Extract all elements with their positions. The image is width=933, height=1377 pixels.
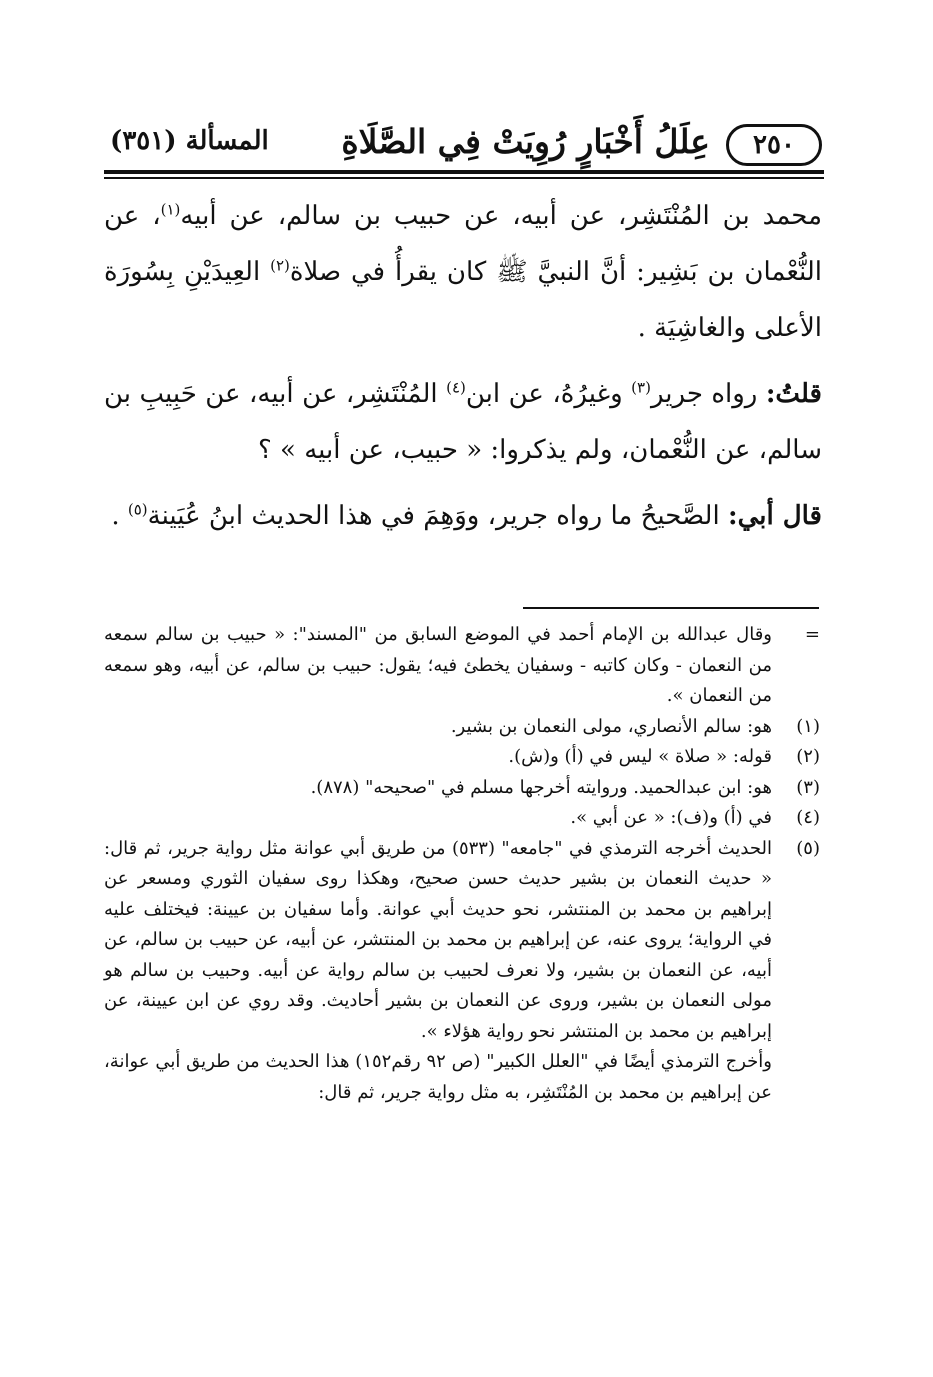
footnote-4	[104, 803, 820, 834]
p1-text-b: ، عن النُّعْمان بن بَشِير: أنَّ النبيَّ ﷺ كان يقرأُ في صلاة	[104, 201, 823, 287]
footnote-1-mark: (١)	[796, 715, 820, 737]
footnote-continuation	[104, 620, 820, 712]
running-title: عِلَلُ أَخْبَارٍ رُوِيَتْ فِي الصَّلَاةِ	[341, 122, 710, 161]
main-text	[104, 188, 822, 554]
footnote-2-text: قوله: « صلاة » ليس في (أ) و(ش).	[508, 746, 772, 767]
continuation-mark: =	[804, 624, 820, 645]
p2-text-b: وغيرُهُ، عن ابن	[465, 379, 632, 409]
footnote-5-mark: (٥)	[796, 837, 820, 859]
paragraph-qala-abi	[104, 488, 822, 544]
header-rule-thin	[104, 177, 824, 179]
footnote-1	[104, 712, 820, 743]
footnote-ref-1: (١)	[160, 200, 181, 219]
page-header	[100, 108, 822, 170]
footnote-2	[104, 742, 820, 773]
footnote-4-mark: (٤)	[796, 807, 820, 828]
page-number	[726, 124, 822, 166]
p2-text-a: رواه جرير	[650, 379, 766, 409]
paragraph-isnad	[104, 188, 822, 356]
section-label: المسألة (٣٥١)	[110, 126, 269, 156]
footnote-ref-2: (٢)	[270, 256, 290, 275]
p2-text-c: المُنْتَشِر، عن أبيه، عن حَبِيبِ بن سالم، عن النُّعْمان، ولم يذكروا: « حبيب، عن أبيه » ؟	[104, 379, 822, 465]
footnote-3-mark: (٣)	[796, 776, 820, 798]
continuation-text: وقال عبدالله بن الإمام أحمد في الموضع السابق من "المسند": « حبيب بن سالم سمعه من النعمان - وكان كاتبه - وسفيان يخطئ فيه؛ يقول: حبيب بن سالم، عن أبيه، وهو سمعه من النعمان ».	[104, 624, 772, 706]
p1-text-c: العِيدَيْنِ بِسُورَة الأعلى والغاشِيَة .	[104, 257, 822, 343]
footnotes	[104, 620, 820, 1108]
footnote-ref-3: (٣)	[631, 378, 651, 397]
qala-abi-lead: قال أبي:	[727, 501, 822, 531]
footnote-4-text: في (أ) و(ف): « عن أبي ».	[570, 807, 772, 828]
p3-text-b: .	[111, 501, 128, 531]
footnote-5-continuation: وأخرج الترمذي أيضًا في "العلل الكبير" (ص ٩٢ رقم١٥٢) هذا الحديث من طريق أبي عوانة، عن إبراهيم بن محمد بن المُنْتَشِر، به مثل رواية جرير، ثم قال:	[104, 1051, 772, 1103]
qultu-lead: قلتُ:	[765, 379, 822, 409]
footnote-2-mark: (٢)	[796, 746, 820, 767]
footnote-5-text: الحديث أخرجه الترمذي في "جامعه" (٥٣٣) من طريق أبي عوانة مثل رواية جرير، ثم قال: « حديث النعمان بن بشير حديث حسن صحيح، وهكذا روى سفيان الثوري ومسعر عن إبراهيم بن محمد بن المنتشر، نحو حديث أبي عوانة. وأما سفيان بن عيينة: فيختلف عليه في الرواية؛ يروى عنه، عن إبراهيم بن محمد بن المنتشر، عن أبيه، عن حبيب بن سالم، عن أبيه، عن النعمان بن بشير، ولا نعرف لحبيب بن سالم رواية عن أبيه. وحبيب بن سالم هو مولى النعمان بن بشير، وروى عن النعمان بن بشير أحاديث. وقد روي عن ابن عيينة، عن إبراهيم بن محمد بن المنتشر نحو رواية هؤلاء ».	[104, 837, 772, 1042]
footnote-separator	[523, 607, 819, 609]
p1-text-a: محمد بن المُنْتَشِر، عن أبيه، عن حبيب بن سالم، عن أبيه	[180, 201, 822, 231]
footnote-3-text: هو: ابن عبدالحميد. وروايته أخرجها مسلم في "صحيحه" (٨٧٨).	[310, 776, 772, 798]
paragraph-qultu	[104, 366, 822, 478]
header-rule-thick	[104, 170, 824, 174]
footnote-ref-4: (٤)	[446, 378, 466, 397]
page-number-text: ٢٥٠	[753, 130, 795, 160]
footnote-3	[104, 773, 820, 804]
footnote-5	[104, 834, 820, 1048]
footnote-ref-5: (٥)	[127, 500, 148, 519]
p3-text-a: الصَّحيحُ ما رواه جرير، ووَهِمَ في هذا الحديث ابنُ عُيَينة	[147, 501, 728, 531]
footnote-1-text: هو: سالم الأنصاري، مولى النعمان بن بشير.	[450, 715, 772, 737]
